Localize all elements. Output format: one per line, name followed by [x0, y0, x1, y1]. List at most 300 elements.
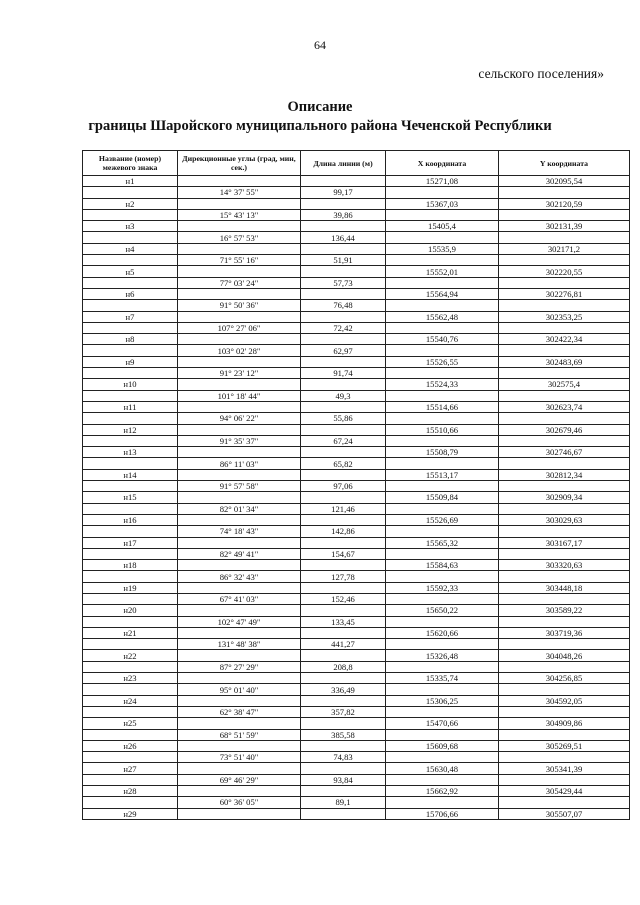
table-row — [83, 673, 630, 684]
cell-y-coordinate — [499, 548, 630, 559]
table-row — [83, 368, 630, 379]
cell-line-length — [301, 695, 386, 706]
table-row — [83, 537, 630, 548]
cell-x-coordinate: 15510,66 — [386, 424, 499, 435]
cell-x-coordinate — [386, 322, 499, 333]
cell-y-coordinate — [499, 616, 630, 627]
cell-point-name: н21 — [83, 627, 178, 638]
cell-line-length — [301, 514, 386, 525]
cell-direction-angle: 91° 50' 36" — [178, 300, 301, 311]
cell-line-length: 152,46 — [301, 593, 386, 604]
cell-line-length: 441,27 — [301, 639, 386, 650]
cell-direction-angle: 101° 18' 44" — [178, 390, 301, 401]
cell-x-coordinate — [386, 661, 499, 672]
cell-x-coordinate — [386, 774, 499, 785]
cell-direction-angle — [178, 808, 301, 819]
table-row — [83, 492, 630, 503]
cell-point-name — [83, 526, 178, 537]
table-row — [83, 401, 630, 412]
table-row — [83, 695, 630, 706]
cell-point-name: н15 — [83, 492, 178, 503]
table-row — [83, 311, 630, 322]
cell-line-length — [301, 786, 386, 797]
cell-point-name — [83, 774, 178, 785]
cell-line-length: 97,06 — [301, 481, 386, 492]
cell-line-length — [301, 740, 386, 751]
cell-x-coordinate — [386, 684, 499, 695]
cell-line-length: 93,84 — [301, 774, 386, 785]
table-row — [83, 582, 630, 593]
cell-direction-angle — [178, 786, 301, 797]
cell-direction-angle — [178, 334, 301, 345]
cell-line-length — [301, 808, 386, 819]
cell-point-name: н27 — [83, 763, 178, 774]
cell-point-name: н3 — [83, 221, 178, 232]
cell-point-name: н18 — [83, 560, 178, 571]
cell-y-coordinate — [499, 684, 630, 695]
cell-x-coordinate — [386, 187, 499, 198]
cell-direction-angle: 86° 11' 03" — [178, 458, 301, 469]
cell-x-coordinate: 15271,08 — [386, 176, 499, 187]
cell-line-length: 51,91 — [301, 255, 386, 266]
table-row — [83, 627, 630, 638]
cell-line-length: 67,24 — [301, 435, 386, 446]
cell-x-coordinate: 15405,4 — [386, 221, 499, 232]
cell-y-coordinate: 303167,17 — [499, 537, 630, 548]
cell-y-coordinate — [499, 413, 630, 424]
cell-direction-angle — [178, 718, 301, 729]
cell-y-coordinate — [499, 255, 630, 266]
cell-point-name: н23 — [83, 673, 178, 684]
cell-line-length — [301, 401, 386, 412]
cell-point-name: н12 — [83, 424, 178, 435]
cell-direction-angle: 91° 35' 37" — [178, 435, 301, 446]
cell-line-length — [301, 605, 386, 616]
cell-line-length — [301, 718, 386, 729]
table-row — [83, 435, 630, 446]
cell-point-name — [83, 435, 178, 446]
cell-x-coordinate — [386, 390, 499, 401]
cell-point-name: н6 — [83, 288, 178, 299]
cell-y-coordinate — [499, 639, 630, 650]
cell-direction-angle — [178, 582, 301, 593]
document-heading — [0, 98, 640, 136]
cell-direction-angle — [178, 266, 301, 277]
cell-y-coordinate: 305341,39 — [499, 763, 630, 774]
cell-line-length — [301, 492, 386, 503]
cell-line-length: 385,58 — [301, 729, 386, 740]
cell-point-name — [83, 345, 178, 356]
table-row — [83, 300, 630, 311]
cell-x-coordinate — [386, 616, 499, 627]
cell-x-coordinate: 15514,66 — [386, 401, 499, 412]
cell-line-length: 74,83 — [301, 752, 386, 763]
cell-x-coordinate: 15540,76 — [386, 334, 499, 345]
cell-x-coordinate: 15367,03 — [386, 198, 499, 209]
cell-direction-angle: 15° 43' 13" — [178, 209, 301, 220]
cell-point-name — [83, 209, 178, 220]
cell-point-name — [83, 413, 178, 424]
cell-point-name — [83, 706, 178, 717]
cell-y-coordinate — [499, 322, 630, 333]
cell-line-length — [301, 379, 386, 390]
cell-x-coordinate: 15650,22 — [386, 605, 499, 616]
cell-point-name — [83, 368, 178, 379]
cell-x-coordinate: 15524,33 — [386, 379, 499, 390]
table-row — [83, 684, 630, 695]
cell-line-length: 49,3 — [301, 390, 386, 401]
table-row — [83, 345, 630, 356]
table-row — [83, 718, 630, 729]
cell-line-length — [301, 763, 386, 774]
cell-point-name — [83, 503, 178, 514]
cell-point-name: н1 — [83, 176, 178, 187]
cell-point-name: н13 — [83, 447, 178, 458]
cell-x-coordinate: 15535,9 — [386, 243, 499, 254]
cell-line-length: 72,42 — [301, 322, 386, 333]
cell-direction-angle — [178, 447, 301, 458]
cell-direction-angle: 62° 38' 47" — [178, 706, 301, 717]
cell-y-coordinate: 302422,34 — [499, 334, 630, 345]
cell-direction-angle: 102° 47' 49" — [178, 616, 301, 627]
cell-line-length: 99,17 — [301, 187, 386, 198]
cell-y-coordinate — [499, 300, 630, 311]
cell-direction-angle — [178, 492, 301, 503]
cell-line-length: 336,49 — [301, 684, 386, 695]
table-row — [83, 763, 630, 774]
cell-line-length: 39,86 — [301, 209, 386, 220]
cell-x-coordinate — [386, 458, 499, 469]
cell-y-coordinate — [499, 503, 630, 514]
cell-y-coordinate: 302095,54 — [499, 176, 630, 187]
cell-x-coordinate — [386, 435, 499, 446]
cell-point-name — [83, 322, 178, 333]
cell-direction-angle — [178, 221, 301, 232]
cell-point-name — [83, 571, 178, 582]
table-row — [83, 198, 630, 209]
cell-y-coordinate: 304048,26 — [499, 650, 630, 661]
table-row — [83, 650, 630, 661]
cell-y-coordinate — [499, 661, 630, 672]
cell-point-name — [83, 255, 178, 266]
cell-direction-angle — [178, 401, 301, 412]
table-row — [83, 356, 630, 367]
cell-y-coordinate: 302679,46 — [499, 424, 630, 435]
cell-point-name: н22 — [83, 650, 178, 661]
cell-y-coordinate: 304256,85 — [499, 673, 630, 684]
cell-point-name: н9 — [83, 356, 178, 367]
cell-line-length — [301, 288, 386, 299]
cell-direction-angle: 103° 02' 28" — [178, 345, 301, 356]
cell-x-coordinate — [386, 481, 499, 492]
cell-x-coordinate: 15526,55 — [386, 356, 499, 367]
cell-point-name: н5 — [83, 266, 178, 277]
cell-line-length — [301, 447, 386, 458]
cell-direction-angle: 60° 36' 05" — [178, 797, 301, 808]
table-body — [83, 176, 630, 820]
cell-x-coordinate — [386, 413, 499, 424]
cell-x-coordinate: 15584,63 — [386, 560, 499, 571]
table-row — [83, 514, 630, 525]
cell-line-length — [301, 560, 386, 571]
cell-direction-angle — [178, 514, 301, 525]
cell-y-coordinate — [499, 458, 630, 469]
cell-direction-angle: 87° 27' 29" — [178, 661, 301, 672]
boundary-coordinates-table — [82, 150, 630, 820]
cell-y-coordinate: 305507,07 — [499, 808, 630, 819]
cell-line-length — [301, 673, 386, 684]
cell-direction-angle — [178, 176, 301, 187]
cell-direction-angle: 82° 01' 34" — [178, 503, 301, 514]
cell-x-coordinate — [386, 797, 499, 808]
cell-point-name: н16 — [83, 514, 178, 525]
table-row — [83, 639, 630, 650]
cell-line-length — [301, 198, 386, 209]
cell-point-name: н8 — [83, 334, 178, 345]
cell-direction-angle — [178, 288, 301, 299]
cell-direction-angle: 131° 48' 38" — [178, 639, 301, 650]
header-x: X координата — [386, 151, 499, 176]
cell-line-length — [301, 469, 386, 480]
cell-direction-angle — [178, 198, 301, 209]
cell-line-length: 55,86 — [301, 413, 386, 424]
table-row — [83, 752, 630, 763]
cell-line-length: 91,74 — [301, 368, 386, 379]
cell-direction-angle — [178, 605, 301, 616]
cell-y-coordinate — [499, 435, 630, 446]
cell-x-coordinate — [386, 526, 499, 537]
table-row — [83, 786, 630, 797]
cell-line-length — [301, 424, 386, 435]
cell-point-name: н10 — [83, 379, 178, 390]
table-row — [83, 706, 630, 717]
table-row — [83, 187, 630, 198]
table-row — [83, 740, 630, 751]
header-y: Y координата — [499, 151, 630, 176]
cell-y-coordinate — [499, 232, 630, 243]
cell-line-length: 89,1 — [301, 797, 386, 808]
cell-direction-angle — [178, 695, 301, 706]
cell-direction-angle — [178, 627, 301, 638]
cell-y-coordinate: 302276,81 — [499, 288, 630, 299]
cell-x-coordinate — [386, 706, 499, 717]
cell-direction-angle: 14° 37' 55" — [178, 187, 301, 198]
cell-point-name — [83, 729, 178, 740]
cell-point-name — [83, 458, 178, 469]
cell-y-coordinate: 302171,2 — [499, 243, 630, 254]
heading-subtitle: границы Шаройского муниципального района Чеченской Республики — [88, 118, 552, 134]
cell-x-coordinate: 15562,48 — [386, 311, 499, 322]
table-row — [83, 221, 630, 232]
table-row — [83, 458, 630, 469]
cell-y-coordinate: 304592,05 — [499, 695, 630, 706]
cell-x-coordinate: 15335,74 — [386, 673, 499, 684]
header-length: Длина линии (м) — [301, 151, 386, 176]
cell-line-length: 76,48 — [301, 300, 386, 311]
cell-point-name — [83, 752, 178, 763]
cell-y-coordinate — [499, 277, 630, 288]
table-row — [83, 334, 630, 345]
cell-point-name — [83, 639, 178, 650]
table-row — [83, 503, 630, 514]
cell-y-coordinate — [499, 774, 630, 785]
table-row — [83, 808, 630, 819]
cell-point-name — [83, 616, 178, 627]
cell-direction-angle — [178, 560, 301, 571]
table-row — [83, 413, 630, 424]
cell-direction-angle — [178, 243, 301, 254]
cell-line-length: 133,45 — [301, 616, 386, 627]
table-row — [83, 469, 630, 480]
cell-point-name: н2 — [83, 198, 178, 209]
cell-direction-angle — [178, 311, 301, 322]
cell-point-name: н11 — [83, 401, 178, 412]
cell-y-coordinate — [499, 752, 630, 763]
cell-x-coordinate — [386, 255, 499, 266]
cell-direction-angle: 95° 01' 40" — [178, 684, 301, 695]
cell-line-length: 65,82 — [301, 458, 386, 469]
cell-y-coordinate — [499, 390, 630, 401]
cell-y-coordinate — [499, 797, 630, 808]
continuation-text: сельского поселения» — [478, 66, 604, 81]
cell-y-coordinate — [499, 368, 630, 379]
cell-y-coordinate: 303320,63 — [499, 560, 630, 571]
cell-point-name — [83, 661, 178, 672]
cell-line-length — [301, 582, 386, 593]
cell-line-length: 208,8 — [301, 661, 386, 672]
cell-x-coordinate — [386, 277, 499, 288]
table-row — [83, 390, 630, 401]
table-row — [83, 232, 630, 243]
cell-x-coordinate: 15470,66 — [386, 718, 499, 729]
cell-y-coordinate: 302120,59 — [499, 198, 630, 209]
table-row — [83, 560, 630, 571]
cell-line-length: 127,78 — [301, 571, 386, 582]
header-name: Название (номер) межевого знака — [83, 151, 178, 176]
page-number: 64 — [314, 38, 326, 52]
cell-y-coordinate: 305269,51 — [499, 740, 630, 751]
cell-line-length — [301, 537, 386, 548]
cell-x-coordinate: 15620,66 — [386, 627, 499, 638]
cell-line-length: 57,73 — [301, 277, 386, 288]
cell-point-name: н26 — [83, 740, 178, 751]
cell-direction-angle: 16° 57' 53" — [178, 232, 301, 243]
table-row — [83, 729, 630, 740]
table-row — [83, 424, 630, 435]
cell-y-coordinate — [499, 526, 630, 537]
cell-point-name: н7 — [83, 311, 178, 322]
cell-y-coordinate: 303589,22 — [499, 605, 630, 616]
cell-x-coordinate: 15592,33 — [386, 582, 499, 593]
cell-y-coordinate: 303029,63 — [499, 514, 630, 525]
cell-x-coordinate: 15326,48 — [386, 650, 499, 661]
cell-point-name — [83, 481, 178, 492]
cell-x-coordinate: 15706,66 — [386, 808, 499, 819]
heading-title: Описание — [287, 99, 353, 115]
cell-x-coordinate: 15508,79 — [386, 447, 499, 458]
cell-line-length: 121,46 — [301, 503, 386, 514]
cell-direction-angle — [178, 379, 301, 390]
cell-line-length — [301, 356, 386, 367]
cell-point-name: н28 — [83, 786, 178, 797]
cell-line-length — [301, 266, 386, 277]
cell-direction-angle: 82° 49' 41" — [178, 548, 301, 559]
cell-line-length — [301, 311, 386, 322]
cell-point-name: н17 — [83, 537, 178, 548]
cell-direction-angle — [178, 356, 301, 367]
cell-line-length: 62,97 — [301, 345, 386, 356]
cell-x-coordinate — [386, 209, 499, 220]
cell-y-coordinate: 302483,69 — [499, 356, 630, 367]
cell-y-coordinate: 302746,67 — [499, 447, 630, 458]
cell-x-coordinate: 15564,94 — [386, 288, 499, 299]
cell-y-coordinate: 302812,34 — [499, 469, 630, 480]
cell-point-name — [83, 593, 178, 604]
cell-x-coordinate: 15552,01 — [386, 266, 499, 277]
table-row — [83, 322, 630, 333]
table-row — [83, 616, 630, 627]
table-row — [83, 797, 630, 808]
cell-point-name: н14 — [83, 469, 178, 480]
cell-direction-angle — [178, 424, 301, 435]
cell-x-coordinate: 15565,32 — [386, 537, 499, 548]
table-row — [83, 277, 630, 288]
cell-line-length — [301, 650, 386, 661]
table-row — [83, 548, 630, 559]
cell-point-name — [83, 548, 178, 559]
cell-x-coordinate: 15609,68 — [386, 740, 499, 751]
cell-x-coordinate — [386, 503, 499, 514]
table-row — [83, 288, 630, 299]
cell-y-coordinate — [499, 345, 630, 356]
cell-x-coordinate — [386, 300, 499, 311]
cell-line-length — [301, 627, 386, 638]
cell-y-coordinate: 302353,25 — [499, 311, 630, 322]
cell-line-length: 136,44 — [301, 232, 386, 243]
cell-line-length: 357,82 — [301, 706, 386, 717]
table-row — [83, 379, 630, 390]
table-row — [83, 447, 630, 458]
cell-y-coordinate — [499, 729, 630, 740]
cell-x-coordinate: 15306,25 — [386, 695, 499, 706]
cell-direction-angle — [178, 537, 301, 548]
cell-y-coordinate: 302131,39 — [499, 221, 630, 232]
table-row — [83, 526, 630, 537]
cell-x-coordinate: 15662,92 — [386, 786, 499, 797]
cell-x-coordinate: 15509,84 — [386, 492, 499, 503]
cell-y-coordinate: 303448,18 — [499, 582, 630, 593]
cell-point-name: н19 — [83, 582, 178, 593]
cell-point-name: н24 — [83, 695, 178, 706]
cell-line-length — [301, 243, 386, 254]
cell-point-name: н4 — [83, 243, 178, 254]
cell-y-coordinate: 305429,44 — [499, 786, 630, 797]
cell-direction-angle: 71° 55' 16" — [178, 255, 301, 266]
cell-y-coordinate — [499, 209, 630, 220]
cell-direction-angle: 94° 06' 22" — [178, 413, 301, 424]
cell-direction-angle: 68° 51' 59" — [178, 729, 301, 740]
cell-y-coordinate: 302575,4 — [499, 379, 630, 390]
cell-point-name: н25 — [83, 718, 178, 729]
cell-y-coordinate: 302909,34 — [499, 492, 630, 503]
cell-y-coordinate: 302220,55 — [499, 266, 630, 277]
cell-direction-angle: 73° 51' 40" — [178, 752, 301, 763]
cell-x-coordinate — [386, 548, 499, 559]
cell-direction-angle — [178, 740, 301, 751]
cell-x-coordinate — [386, 368, 499, 379]
table-row — [83, 571, 630, 582]
table-row — [83, 605, 630, 616]
